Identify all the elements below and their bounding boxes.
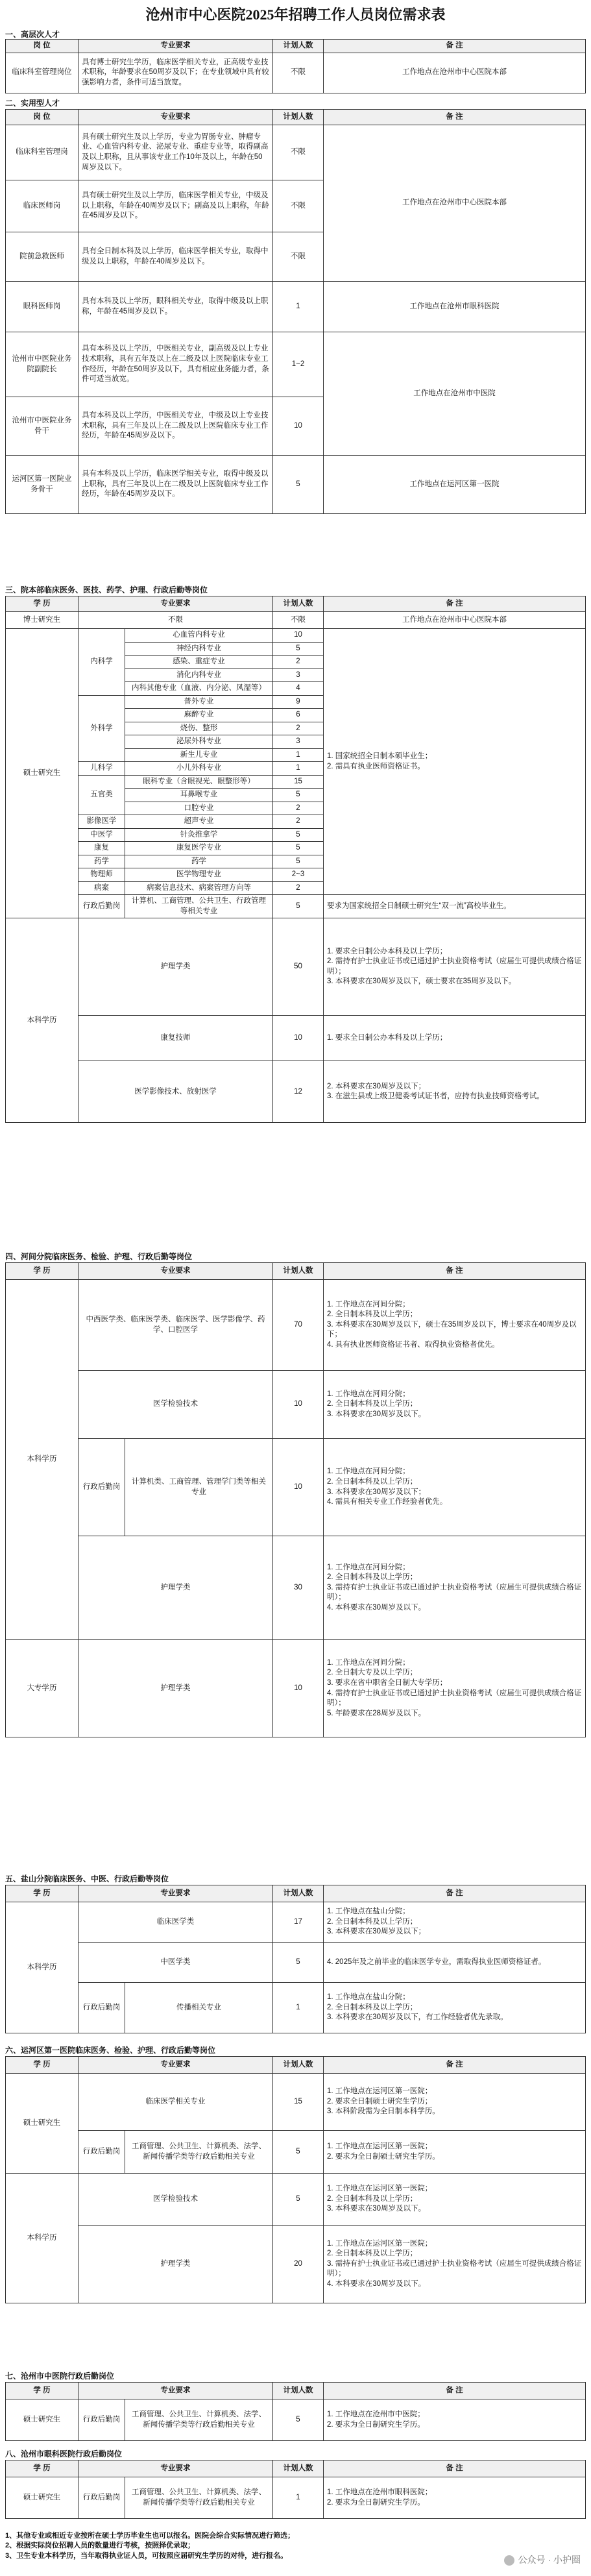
table-row: 沧州市中医院业务院副院长 具有本科及以上学历，中医相关专业，副高级及以上专业技术职称，具有五年及以上在二级及以上医院临床专业工作经历，年龄在50周岁及以下，具有相应业务能力者，条件可适当放宽。 1~2 工作地点在沧州市中医院 xyxy=(6,332,586,397)
section-heading: 四、河间分院临床医务、检验、护理、行政后勤等岗位 xyxy=(5,1252,193,1261)
table-row: 行政后勤岗 计算机、工商管理、公共卫生、行政管理等相关专业 5 要求为国家统招全日制硕士研究生“双一流”高校毕业生。 xyxy=(6,895,586,918)
table-row: 博士研究生 不限 不限 工作地点在沧州市中心医院本部 xyxy=(6,612,586,629)
table-row: 运河区第一医院业务骨干 具有本科及以上学历，临床医学相关专业，取得中级及以上职称，具有三年及以上在二级及以上医院临床专业工作经历，年龄在45周岁及以下。 5 工作地点在运河区第一医院 xyxy=(6,456,586,514)
table-row: 中医学类 5 4. 2025年及之前毕业的临床医学专业，需取得执业医师资格证者。 xyxy=(6,1943,586,1983)
header-major: 专业要求 xyxy=(78,40,273,53)
section-heading: 五、盐山分院临床医务、中医、行政后勤等岗位 xyxy=(5,1874,169,1883)
table-row: 耳鼻喉专业 5 xyxy=(6,789,586,802)
header-count: 计划人数 xyxy=(273,40,324,53)
table-row: 行政后勤岗 工商管理、公共卫生、计算机类、法学、新闻传播学类等行政后勤相关专业 5 1. 工作地点在运河区第一医院； 2. 要求为全日制硕士研究生学历。 xyxy=(6,2131,586,2174)
table-row: 消化内科专业 3 xyxy=(6,669,586,682)
table-yunhe-hospital: 学 历 专业要求 计划人数 备 注 硕士研究生 临床医学相关专业 15 1. 工作地点在运河区第一医院； 2. 要求全日制硕士研究生学历； 3. 本科阶段需为全日制本科学历。 行政后勤岗 工商管理、公共卫生、计算机类、法学、新闻传播学类等行政后勤相关专业 5 1. 工作地点在运河区第一医院； 2. 要求为全日制硕士研究生学历。 本科学历 医学检验技术 5 1. 工作地点在运河区第一医院； 2. 全日制本科及以上学历； 3. 本科要求在30周岁及以下。 护理学类 20 1. 工作地点在运河区第一医院； 2. 全日制本科及以上学历； 3. 需持有护士执业证书或已通过护士执业资格考试（应届生可提供成绩合格证明）； 4. 本科要求在30周岁及以下。 xyxy=(5,2056,586,2303)
section-heading: 六、运河区第一医院临床医务、检验、护理、行政后勤等岗位 xyxy=(5,2046,216,2055)
table-row: 外科学 普外专业 9 xyxy=(6,695,586,709)
section-heading: 一、高层次人才 xyxy=(5,30,60,39)
table-row: 临床科室管理岗位 具有博士研究生学历，临床医学相关专业，正高级专业技术职称，年龄要求在50周岁及以下；在专业领域中具有较强影响力者，条件可适当放宽。 不限 工作地点在沧州市中心医院本部 xyxy=(6,53,586,93)
footnote: 2、根据实际岗位招聘人员的数量进行考核，按照择优录取； xyxy=(5,2542,195,2550)
page-title: 沧州市中心医院2025年招聘工作人员岗位需求表 xyxy=(145,6,446,23)
table-row: 医学影像技术、放射医学 12 2. 本科要求在30周岁及以下； 3. 在滋生县或上级卫健委考试证书者，应持有执业技师资格考试。 xyxy=(6,1061,586,1123)
table-row: 康复 康复医学专业 5 xyxy=(6,842,586,855)
section-heading: 七、沧州市中医院行政后勤岗位 xyxy=(5,2372,115,2381)
section-heading: 三、院本部临床医务、医技、药学、护理、行政后勤等岗位 xyxy=(5,585,208,595)
table-tcm-hospital: 学 历 专业要求 计划人数 备 注 硕士研究生 行政后勤岗 工商管理、公共卫生、计算机类、法学、新闻传播学类等行政后勤相关专业 5 1. 工作地点在沧州市中医院； 2. 要求为全日制研究生学历。 xyxy=(5,2382,586,2441)
table-row: 物理师 医学物理专业 2~3 xyxy=(6,868,586,882)
table-row: 本科学历 临床医学类 17 1. 工作地点在盐山分院； 2. 全日制本科及以上学历； 3. 本科要求在30周岁及以下； xyxy=(6,1902,586,1943)
section-heading: 二、实用型人才 xyxy=(5,99,60,108)
table-row: 行政后勤岗 传播相关专业 1 1. 工作地点在盐山分院； 2. 全日制本科及以上学历； 3. 本科要求在30周岁及以下，有工作经验者优先录取。 xyxy=(6,1983,586,2033)
table-row: 眼科医师岗 具有本科及以上学历，眼科相关专业，取得中级及以上职称，年龄在45周岁及以下。 1 工作地点在沧州市眼科医院 xyxy=(6,282,586,332)
table-row: 行政后勤岗 计算机类、工商管理、管理学门类等相关专业 10 1. 工作地点在河间分院； 2. 全日制本科及以上学历； 3. 本科要求在30周岁及以下； 4. 需具有相关专业工作经验者优先。 xyxy=(6,1439,586,1536)
table-row: 硕士研究生 内科学 心血管内科专业 10 1. 国家统招全日制本硕毕业生； 2. 需具有执业医师资格证书。 xyxy=(6,629,586,643)
table-row: 护理学类 20 1. 工作地点在运河区第一医院； 2. 全日制本科及以上学历； 3. 需持有护士执业证书或已通过护士执业资格考试（应届生可提供成绩合格证明）； 4. 本科要求在30周岁及以下。 xyxy=(6,2226,586,2303)
table-high-level-talent xyxy=(5,39,586,93)
table-eye-hospital: 学 历 专业要求 计划人数 备 注 硕士研究生 行政后勤岗 工商管理、公共卫生、计算机类、法学、新闻传播学类等行政后勤相关专业 1 1. 工作地点在沧州市眼科医院； 2. 要求为全日制研究生学历。 xyxy=(5,2460,586,2519)
header-position: 岗 位 xyxy=(6,40,78,53)
table-row: 新生儿专业 1 xyxy=(6,748,586,762)
table-row: 病案 病案信息技术、病案管理方向等 2 xyxy=(6,881,586,895)
table-row: 本科学历 护理学类 50 1. 要求全日制公办本科及以上学历； 2. 需持有护士执业证书或已通过护士执业资格考试（应届生可提供成绩合格证明）； 3. 本科要求在30周岁及以下，硕士要求在35周岁及以下。 xyxy=(6,918,586,1016)
header-remark: 备 注 xyxy=(324,40,586,53)
table-row: 硕士研究生 临床医学相关专业 15 1. 工作地点在运河区第一医院； 2. 要求全日制硕士研究生学历； 3. 本科阶段需为全日制本科学历。 xyxy=(6,2074,586,2131)
table-row: 神经内科专业 5 xyxy=(6,642,586,656)
table-row: 硕士研究生 行政后勤岗 工商管理、公共卫生、计算机类、法学、新闻传播学类等行政后勤相关专业 5 1. 工作地点在沧州市中医院； 2. 要求为全日制研究生学历。 xyxy=(6,2399,586,2441)
table-row: 影像医学 超声专业 2 xyxy=(6,815,586,829)
wechat-icon xyxy=(504,2555,514,2566)
footnote: 3、卫生专业本科学历，当年取得执业证人员，可按照应届研究生学历的对待，进行报名。 xyxy=(5,2551,288,2560)
section-heading: 八、沧州市眼科医院行政后勤岗位 xyxy=(5,2449,123,2459)
table-row: 中医学 针灸推拿学 5 xyxy=(6,828,586,842)
table-row: 感染、重症专业 2 xyxy=(6,656,586,669)
table-row: 儿科学 小儿外科专业 1 xyxy=(6,762,586,776)
table-yanshan-branch: 学 历 专业要求 计划人数 备 注 本科学历 临床医学类 17 1. 工作地点在盐山分院； 2. 全日制本科及以上学历； 3. 本科要求在30周岁及以下； 中医学类 5 4. 2025年及之前毕业的临床医学专业，需取得执业医师资格证者。 行政后勤岗 传播相关专业 1 1. 工作地点在盐山分院； 2. 全日制本科及以上学历； 3. 本科要求在30周岁及以下，有工作经验者优先录取。 xyxy=(5,1885,586,2033)
watermark: 公众号 · 小护圈 xyxy=(504,2553,581,2566)
table-row: 沧州市中医院业务骨干 具有本科及以上学历，中医相关专业，中级及以上专业技术职称，具有三年及以上在二级及以上医院临床专业工作经历，年龄在45周岁及以下。 10 xyxy=(6,397,586,456)
table-row: 院前急救医师 具有全日制本科及以上学历，临床医学相关专业，取得中级及以上职称，年龄在40周岁及以下。 不限 xyxy=(6,232,586,282)
table-main-campus: 学 历 专业要求 计划人数 备 注 博士研究生 不限 不限 工作地点在沧州市中心医院本部 硕士研究生 内科学 心血管内科专业 10 1. 国家统招全日制本硕毕业生； 2. 需具有执业医师资格证书。 神经内科专业 5 感染、重症专业 2 消化内科专业 3 内科其他专业（血液、内分泌、风湿等） 4 外科学 普外专业 9 麻醉专业 6 烧伤、整形 2 泌尿外科专业 3 新生儿专业 1 儿科学 小儿外科专业 1 五官类 眼科专业（含眼视光、眼整形等） 15 耳鼻喉专业 5 口腔专业 2 影像医学 超声专业 2 中医学 针灸推拿学 5 康复 康复医学专业 5 药学 药学 5 物理师 医学物理专业 2~3 病案 病案信息技术、病案管理方向等 2 行政后勤岗 计算机、工商管理、公共卫生、行政管理等相关专业 5 要求为国家统招全日制硕士研究生“双一流”高校毕业生。 本科学历 护理学类 50 1. 要求全日制公办本科及以上学历； 2. 需持有护士执业证书或已通过护士执业资格考试（应届生可提供成绩合格证明）； 3. 本科要求在30周岁及以下，硕士要求在35周岁及以下。 康复技师 10 1. 要求全日制公办本科及以上学历； 医学影像技术、放射医学 12 2. 本科要求在30周岁及以下； 3. 在滋生县或上级卫健委考试证书者，应持有执业技师资格考试。 xyxy=(5,596,586,1123)
footnote: 1、其他专业或相近专业按所在硕士学历毕业生也可以报名。医院会综合实际情况进行筛选； xyxy=(5,2532,295,2540)
table-row: 大专学历 护理学类 10 1. 工作地点在河间分院； 2. 全日制大专及以上学历； 3. 要求在省中职省全日制大专学历； 4. 需持有护士执业证书或已通过护士执业资格考试（应届生可提供成绩合格证明）； 5. 年龄要求在28周岁及以下。 xyxy=(6,1640,586,1737)
table-hejian-branch: 学 历 专业要求 计划人数 备 注 本科学历 中西医学类、临床医学类、临床医学、医学影像学、药学、口腔医学 70 1. 工作地点在河间分院； 2. 全日制本科及以上学历； 3. 本科要求在30周岁及以下，硕士在35周岁及以下，博士要求在40周岁及以下； 4. 具有执业医师资格证书者、取得执业资格者优先。 医学检验技术 10 1. 工作地点在河间分院； 2. 全日制本科及以上学历； 3. 本科要求在30周岁及以下。 行政后勤岗 计算机类、工商管理、管理学门类等相关专业 10 1. 工作地点在河间分院； 2. 全日制本科及以上学历； 3. 本科要求在30周岁及以下； 4. 需具有相关专业工作经验者优先。 护理学类 30 1. 工作地点在河间分院； 2. 全日制本科及以上学历； 3. 需持有护士执业证书或已通过护士执业资格考试（应届生可提供成绩合格证明）； 4. 本科要求在30周岁及以下。 大专学历 护理学类 10 1. 工作地点在河间分院； 2. 全日制大专及以上学历； 3. 要求在省中职省全日制大专学历； 4. 需持有护士执业证书或已通过护士执业资格考试（应届生可提供成绩合格证明）； 5. 年龄要求在28周岁及以下。 xyxy=(5,1262,586,1737)
table-row: 医学检验技术 10 1. 工作地点在河间分院； 2. 全日制本科及以上学历； 3. 本科要求在30周岁及以下。 xyxy=(6,1371,586,1439)
table-row: 药学 药学 5 xyxy=(6,855,586,868)
table-practical-talent: 岗 位 专业要求 计划人数 备 注 临床科室管理岗 具有硕士研究生及以上学历，专业为胃肠专业、肿瘤专业、心血管内科专业、泌尿专业、重症专业等，取得副高及以上职称，且从事该专业工作10年及以上，年龄在50周岁及以下。 不限 工作地点在沧州市中心医院本部 临床医师岗 具有硕士研究生及以上学历，临床医学相关专业，中级及以上职称，年龄在40周岁及以下；副高及以上职称，年龄在45周岁及以下。 不限 院前急救医师 具有全日制本科及以上学历，临床医学相关专业，取得中级及以上职称，年龄在40周岁及以下。 不限 眼科医师岗 具有本科及以上学历，眼科相关专业，取得中级及以上职称，年龄在45周岁及以下。 1 工作地点在沧州市眼科医院 沧州市中医院业务院副院长 具有本科及以上学历，中医相关专业，副高级及以上专业技术职称，具有五年及以上在二级及以上医院临床专业工作经历，年龄在50周岁及以下，具有相应业务能力者，条件可适当放宽。 1~2 工作地点在沧州市中医院 沧州市中医院业务骨干 具有本科及以上学历，中医相关专业，中级及以上专业技术职称，具有三年及以上在二级及以上医院临床专业工作经历，年龄在45周岁及以下。 10 运河区第一医院业务骨干 具有本科及以上学历，临床医学相关专业，取得中级及以上职称，具有三年及以上在二级及以上医院临床专业工作经历，年龄在45周岁及以下。 5 工作地点在运河区第一医院 xyxy=(5,109,586,514)
table-row: 烧伤、整形 2 xyxy=(6,722,586,735)
table-row: 内科其他专业（血液、内分泌、风湿等） 4 xyxy=(6,682,586,696)
footnotes xyxy=(5,2531,459,2561)
table-row: 泌尿外科专业 3 xyxy=(6,735,586,749)
table-row: 五官类 眼科专业（含眼视光、眼整形等） 15 xyxy=(6,775,586,789)
table-row: 本科学历 医学检验技术 5 1. 工作地点在运河区第一医院； 2. 全日制本科及以上学历； 3. 本科要求在30周岁及以下。 xyxy=(6,2174,586,2226)
table-row: 口腔专业 2 xyxy=(6,802,586,815)
table-row: 临床科室管理岗 具有硕士研究生及以上学历，专业为胃肠专业、肿瘤专业、心血管内科专业、泌尿专业、重症专业等，取得副高及以上职称，且从事该专业工作10年及以上，年龄在50周岁及以下。 不限 工作地点在沧州市中心医院本部 xyxy=(6,125,586,180)
table-row: 麻醉专业 6 xyxy=(6,709,586,722)
table-row: 硕士研究生 行政后勤岗 工商管理、公共卫生、计算机类、法学、新闻传播学类等行政后勤相关专业 1 1. 工作地点在沧州市眼科医院； 2. 要求为全日制研究生学历。 xyxy=(6,2477,586,2519)
table-row: 护理学类 30 1. 工作地点在河间分院； 2. 全日制本科及以上学历； 3. 需持有护士执业证书或已通过护士执业资格考试（应届生可提供成绩合格证明）； 4. 本科要求在30周岁及以下。 xyxy=(6,1536,586,1640)
table-row: 本科学历 中西医学类、临床医学类、临床医学、医学影像学、药学、口腔医学 70 1. 工作地点在河间分院； 2. 全日制本科及以上学历； 3. 本科要求在30周岁及以下，硕士在35周岁及以下，博士要求在40周岁及以下； 4. 具有执业医师资格证书者、取得执业资格者优先。 xyxy=(6,1280,586,1371)
table-row: 康复技师 10 1. 要求全日制公办本科及以上学历； xyxy=(6,1016,586,1061)
table-row: 临床医师岗 具有硕士研究生及以上学历，临床医学相关专业，中级及以上职称，年龄在40周岁及以下；副高及以上职称，年龄在45周岁及以下。 不限 xyxy=(6,180,586,232)
